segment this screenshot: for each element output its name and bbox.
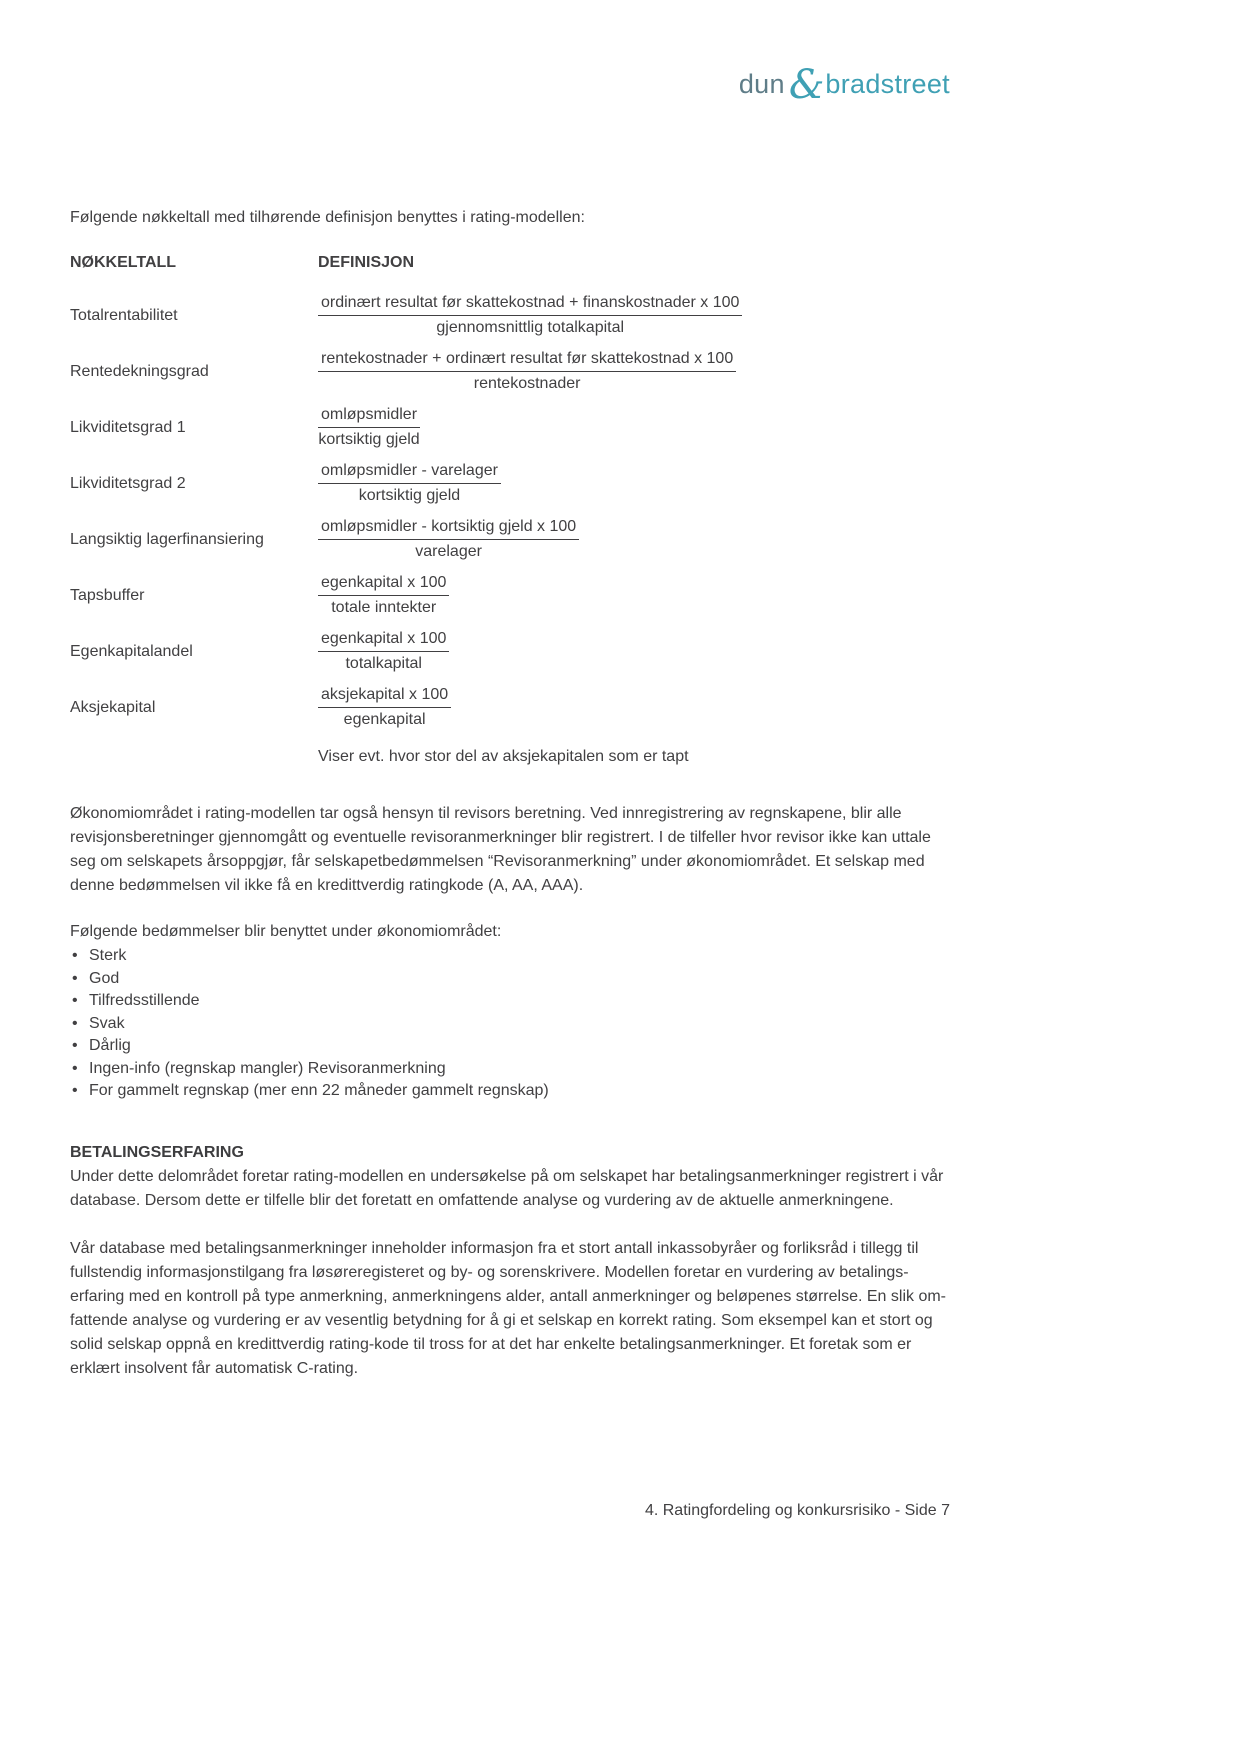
formula-denominator: rentekostnader (473, 375, 581, 392)
formula-numerator: omløpsmidler (318, 404, 420, 428)
betaling-paragraph-2: Vår database med betalingsanmerkninger inneholder informasjon fra et stort antall inkassobyråer og forliksråd i tillegg til fullstendig informasjonstilgang fra løsøreregisteret og by- og sorenskrivere. Modellen foretar en vurdering av betalings- erfaring med en kontroll på type anmerkning, anmerkningens alder, antall anmerkninger og beløpenes størrelse. En slik om- fattende analyse og vurdering er av vesentlig betydning for å gi et selskap en korrekt rating. Som eksempel kan et stort og solid selskap oppnå en kredittverdig rating-kode til tross for at det har enkelte betalingsanmerkninger. Et foretak som er erklært insolvent får automatisk C-rating. (70, 1239, 946, 1377)
formula-denominator: kortsiktig gjeld (318, 431, 420, 448)
ratio-formula-rentedekningsgrad (318, 346, 736, 396)
formula-denominator: egenkapital (343, 711, 426, 728)
assessment-item-sterk: • Sterk (70, 945, 950, 968)
assessment-item-god: • God (70, 968, 950, 991)
ratio-label-rentedekningsgrad: Rentedekningsgrad (70, 362, 209, 380)
logo-text-bradstreet: bradstreet (825, 69, 950, 99)
formula-denominator: varelager (415, 543, 482, 560)
formula-numerator: aksjekapital x 100 (318, 684, 451, 708)
key-figures-table (70, 254, 950, 768)
betaling-paragraph-1: Under dette delområdet foretar rating-modellen en undersøkelse på om selskapet har betalingsanmerkninger registrert i vår database. Dersom dette er tilfelle blir det foretatt en omfattende analyse og vurdering av de aktuelle anmerkningene. (70, 1167, 944, 1209)
ratio-formula-langsiktig-lagerfinansiering (318, 514, 579, 564)
economy-paragraph: Økonomiområdet i rating-modellen tar også hensyn til revisors beretning. Ved innregistrering av regnskapene, blir alle revisjonsberetninger gjennomgått og eventuelle revisoranmerkninger blir registrert. I de tilfeller hvor revisor ikke kan uttale seg om selskapets årsoppgjør, får selskapetbedømmelsen “Revisoranmerkning” under økonomiområdet. Et selskap med denne bedømmelsen vil ikke få en kredittverdig ratingkode (A, AA, AAA). (70, 805, 931, 894)
formula-numerator: omløpsmidler - kortsiktig gjeld x 100 (318, 516, 579, 540)
column-header-definisjon: DEFINISJON (318, 254, 415, 271)
assessment-item-darlig: • Dårlig (70, 1035, 950, 1058)
ratio-label-likviditetsgrad-1: Likviditetsgrad 1 (70, 418, 186, 436)
formula-denominator: totalkapital (345, 655, 422, 672)
ratio-formula-totalrentabilitet (318, 290, 742, 340)
ratio-formula-aksjekapital (318, 682, 451, 732)
ratio-formula-tapsbuffer (318, 570, 449, 620)
ratio-label-langsiktig-lagerfinansiering: Langsiktig lagerfinansiering (70, 530, 264, 548)
logo-text-dun: dun (738, 69, 785, 99)
intro-text: Følgende nøkkeltall med tilhørende definisjon benyttes i rating-modellen: (70, 209, 585, 226)
assessment-item-tilfredsstillende: • Tilfredsstillende (70, 990, 950, 1013)
betalingserfaring-heading: BETALINGSERFARING (70, 1143, 244, 1161)
ratio-label-likviditetsgrad-2: Likviditetsgrad 2 (70, 474, 186, 492)
formula-denominator: totale inntekter (331, 599, 437, 616)
ratio-formula-likviditetsgrad-2 (318, 458, 501, 508)
formula-numerator: rentekostnader + ordinært resultat før skattekostnad x 100 (318, 348, 736, 372)
ratio-label-tapsbuffer: Tapsbuffer (70, 586, 145, 604)
assessment-list (70, 945, 950, 1103)
formula-numerator: egenkapital x 100 (318, 628, 449, 652)
formula-denominator: gjennomsnittlig totalkapital (436, 319, 625, 336)
assessment-item-ingen-info: • Ingen-info (regnskap mangler) Revisoranmerkning (70, 1058, 950, 1081)
formula-numerator: egenkapital x 100 (318, 572, 449, 596)
formula-numerator: omløpsmidler - varelager (318, 460, 501, 484)
ratio-formula-egenkapitalandel (318, 626, 449, 676)
assessment-item-gammelt-regnskap: • For gammelt regnskap (mer enn 22 måneder gammelt regnskap) (70, 1080, 950, 1103)
ratio-label-totalrentabilitet: Totalrentabilitet (70, 306, 178, 324)
formula-denominator: kortsiktig gjeld (358, 487, 461, 504)
aksjekapital-note: Viser evt. hvor stor del av aksjekapitalen som er tapt (318, 748, 689, 765)
formula-numerator: ordinært resultat før skattekostnad + finanskostnader x 100 (318, 292, 742, 316)
ratio-label-egenkapitalandel: Egenkapitalandel (70, 642, 193, 660)
dnb-logo (739, 62, 950, 107)
assessments-intro: Følgende bedømmelser blir benyttet under økonomiområdet: (70, 923, 502, 940)
ratio-label-aksjekapital: Aksjekapital (70, 698, 156, 716)
assessment-item-svak: • Svak (70, 1013, 950, 1036)
logo-ampersand-icon: & (788, 62, 825, 108)
ratio-formula-likviditetsgrad-1 (318, 402, 420, 452)
page-footer: 4. Ratingfordeling og konkursrisiko - Side 7 (644, 1502, 950, 1519)
column-header-nokkeltall: NØKKELTALL (70, 254, 177, 271)
